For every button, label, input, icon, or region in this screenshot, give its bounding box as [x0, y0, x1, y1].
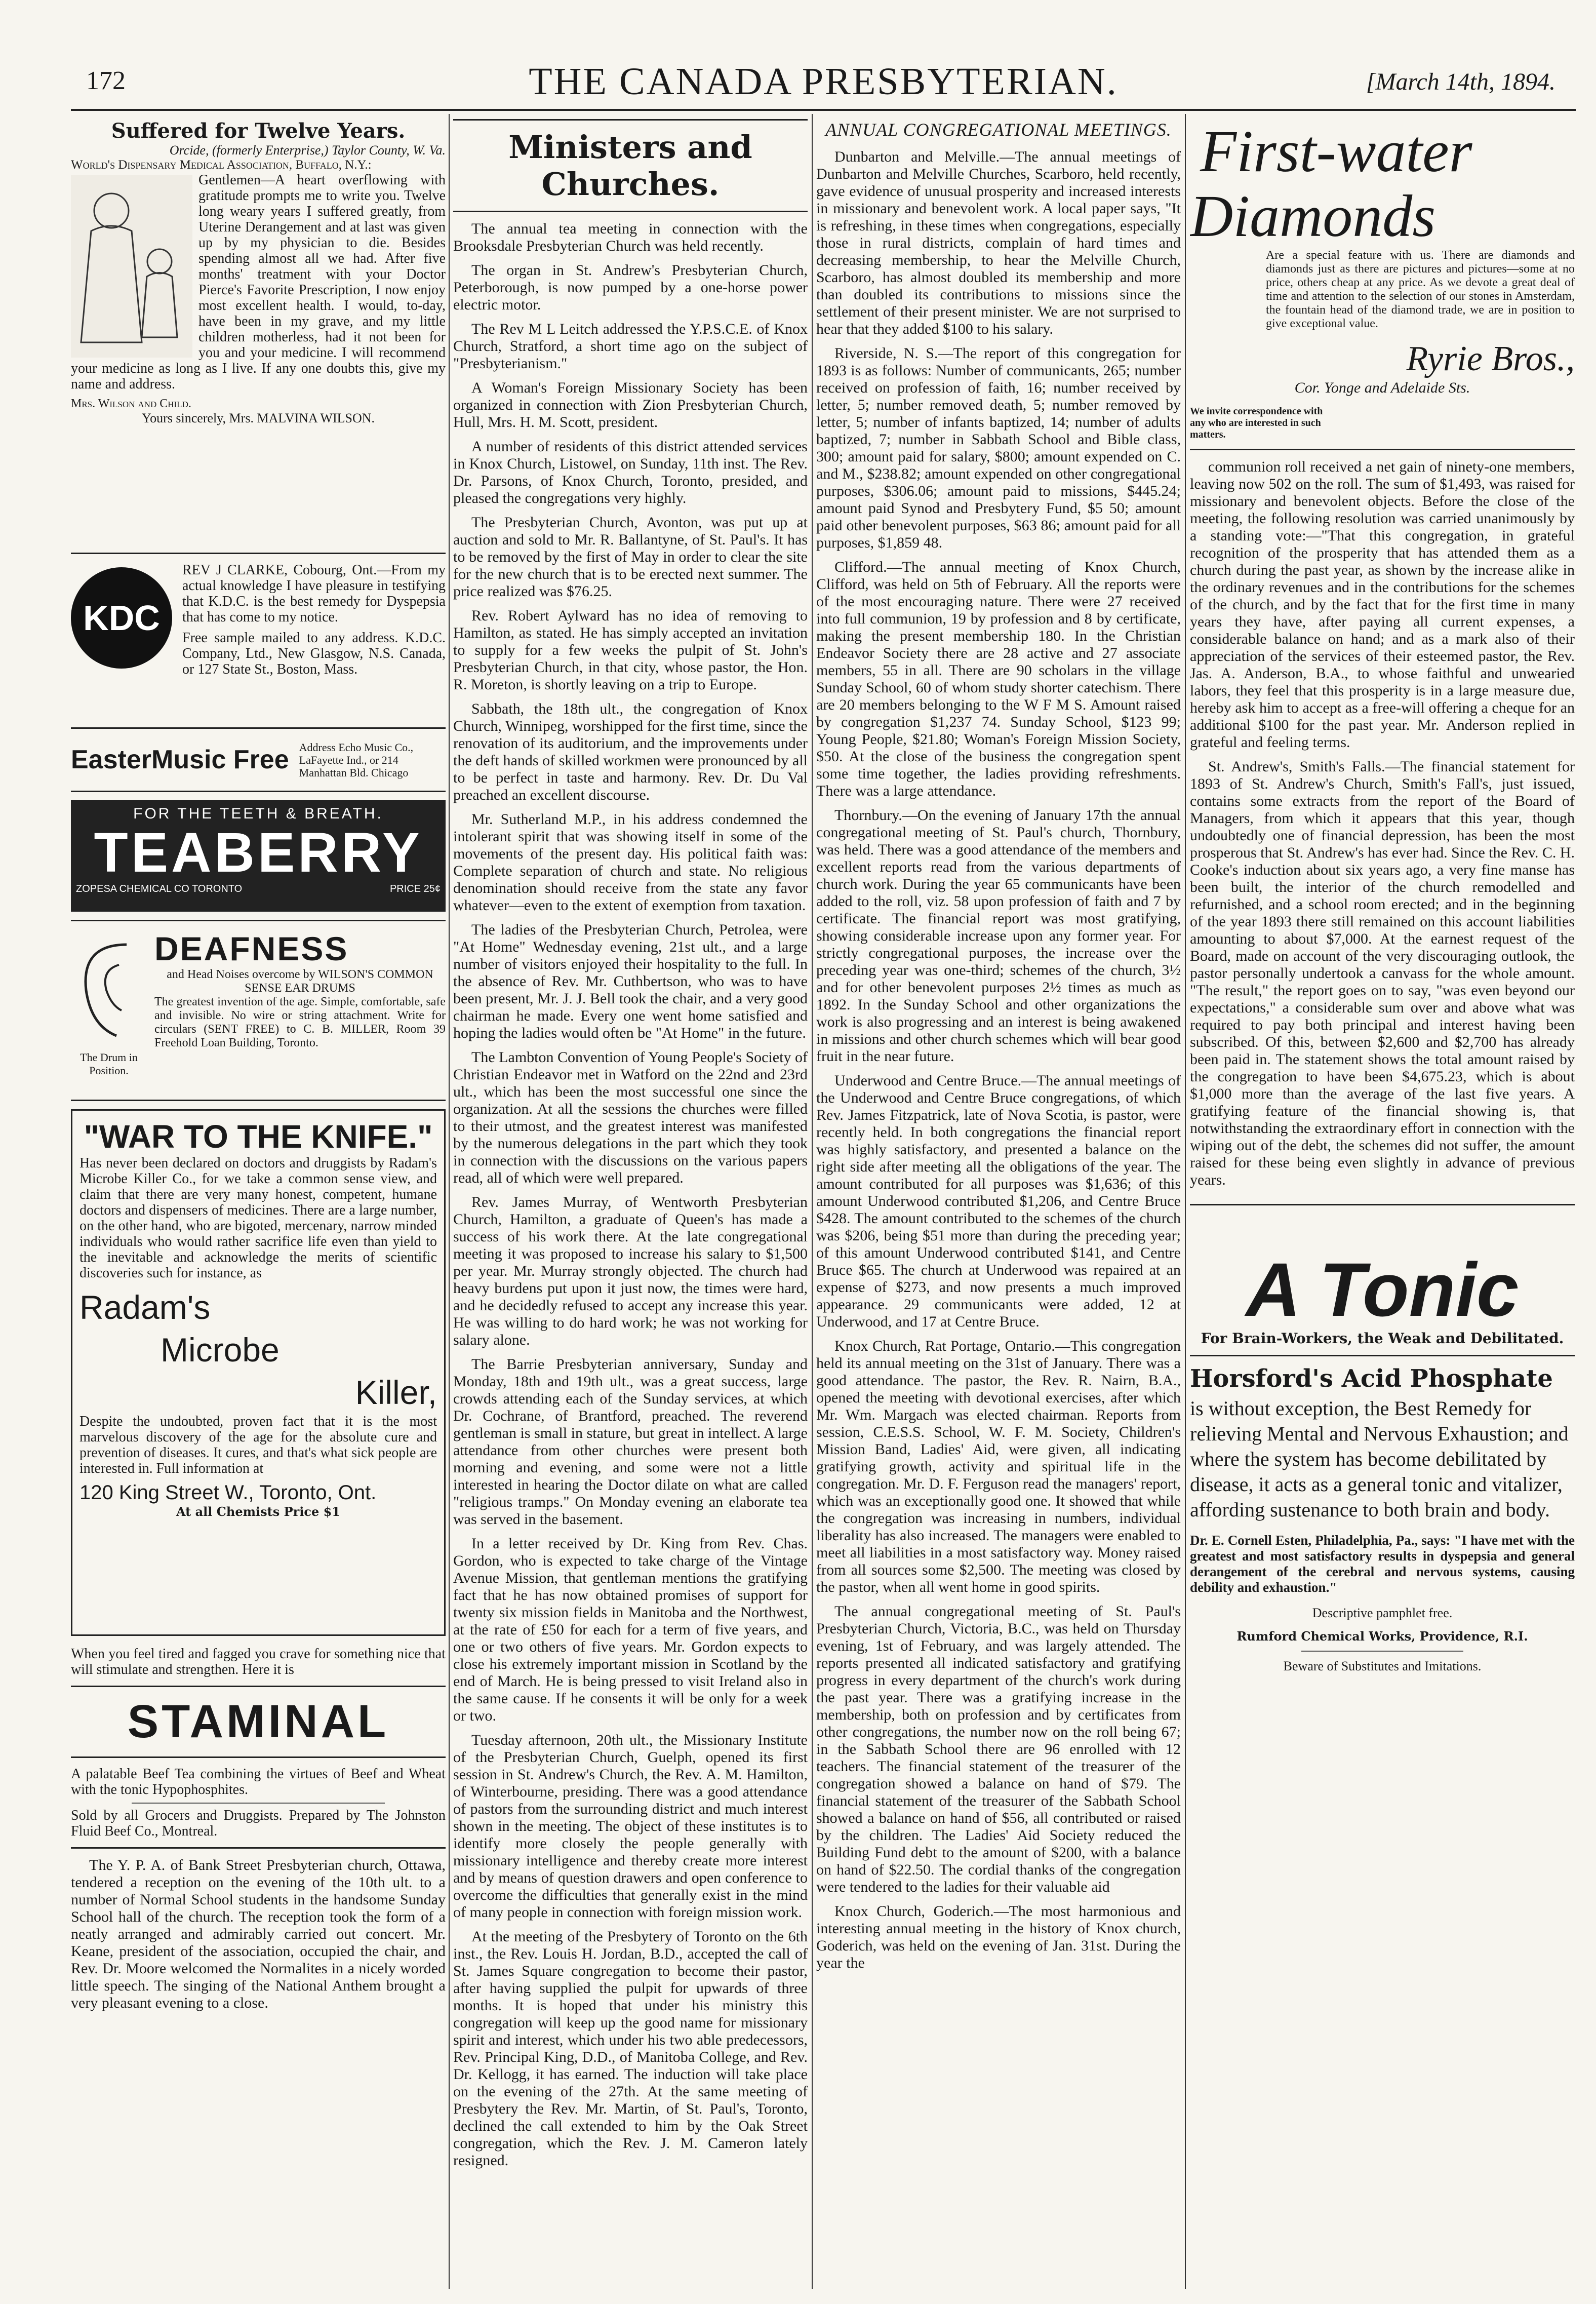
news-paragraph: Mr. Sutherland M.P., in his address condemned the intolerant spirit that was showing itself in some of the movements of the present day. His political faith was: Complete separation of church and state. No religious denomination should receive from the state any favor whatever—even to the extent of exemption from taxation.: [453, 811, 808, 914]
pamphlet-note: Descriptive pamphlet free.: [1312, 1606, 1453, 1620]
kdc-ad: [71, 562, 446, 719]
column-rule-3: [1185, 114, 1186, 2289]
meetings-heading: ANNUAL CONGREGATIONAL MEETINGS.: [825, 120, 1172, 140]
deafness-ad: [71, 929, 446, 1091]
tonic-title: A Tonic: [1246, 1247, 1519, 1332]
divider: [71, 1847, 446, 1849]
teaberry-ad: [71, 800, 446, 912]
deafness-title: DEAFNESS: [154, 930, 349, 967]
divider: [1190, 449, 1575, 450]
staminal-body: A palatable Beef Tea combining the virtues of Beef and Wheat with the tonic Hypophosphites.: [71, 1766, 446, 1798]
divider: [1190, 1204, 1575, 1205]
col4-articles: [1190, 458, 1575, 1189]
deafness-body: The greatest invention of the age. Simple, comfortable, safe and invisible. No wire or string attachment. Write for circulars (SENT FREE) to C. B. MILLER, Room 39 Freehold Loan Building, Toronto.: [154, 995, 446, 1049]
deafness-subtitle: and Head Noises overcome by WILSON'S COMMON SENSE EAR DRUMS: [167, 968, 433, 995]
column-rule-2: [812, 114, 813, 2289]
ministers-articles: [453, 220, 808, 2169]
ear-illustration-icon: [71, 934, 147, 1046]
radam-body-2: Despite the undoubted, proven fact that it is the most marvelous discovery of the age for the absolute cure and prevention of diseases. It cures, and that's what sick people are interested in. Full information at: [79, 1414, 437, 1476]
meeting-report: Knox Church, Rat Portage, Ontario.—This congregation held its annual meeting on the 31st of January. There was a good attendance. The pastor, the Rev. R. Nairn, B.A., opened the meeting with devotional exercises, after which Mr. Wm. Margach was elected chairman. Reports from session, C.E.S.S. School, W. F. M. Society, Children's Mission Band, Ladies' Aid, were given, all indicating gratifying growth, activity and spiritual life in the congregation. Mr. D. F. Ferguson read the managers' report, which was an exceptionally good one. It showed that while the congregation was increasing in numbers, individual liberality has also increased. The managers were enabled to meet all liabilities in a most satisfactory way. Money raised from all sources some $2,500. The meeting was closed by the pastor, when all went home in good spirits.: [816, 1338, 1181, 1595]
meeting-report: Clifford.—The annual meeting of Knox Church, Clifford, was held on 5th of February. All the reports were of the most encouraging nature. There were 27 received into full communion, 19 by profession and 8 by certificate, making the present membership 180. In the Christian Endeavor Society there are 28 active and 27 associate members, 55 in all. There are 90 scholars in the village Sunday School, 60 of whom study shorter catechism. There are 20 members belonging to the W F M S. Amount raised by congregation $1,237 74. Sunday School, $123 99; Young People, $21.80; Woman's Foreign Mission Society, $50. At the close of the business the congregation spent some time together, the ladies providing refreshments. There was a large attendance.: [816, 559, 1181, 799]
news-paragraph: The Lambton Convention of Young People's Society of Christian Endeavor met in Watford on the 22nd and 23rd ult., which has been the most successful one since the organization. At all the sessions the churches were filled to their utmost, and the greatest interest was manifested by the numerous delegations in the part which they took in connection with the discussions on the various papers read, all of which were well prepared.: [453, 1049, 808, 1186]
news-paragraph: St. Andrew's, Smith's Falls.—The financial statement for 1893 of St. Andrew's Church, Smith's Fall's, just issued, contains some extracts from the report of the Board of Managers, from which it appears that this year, though undoubtedly one of financial depression, has been the most prosperous that St. Andrew's has ever had. Since the Rev. C. H. Cooke's induction about six years ago, a very fine manse has been built, the interior of the church remodelled and refurnished, and a school room erected; and in the beginning of the year 1893 there still remained on this account liabilities amounting to about $7,000. At the earnest request of the Board, made on account of the very discouraging outlook, the pastor personally undertook a canvass for the whole amount. "The result," the report goes on to say, "was even beyond our expectations," a considerable sum over and above what was required to pay both principal and interest having been subscribed. Of this, between $2,600 and $2,700 has already been paid in. The statement shows the total amount raised by the congregation to have been $4,675.23, which is about $1,000 more than the average of the last five years. A gratifying feature of the financial showing is, that notwithstanding the extraordinary effort in connection with the wiping out of the debt, the schemes did not suffer, the amount raised for these being even slightly in advance of previous years.: [1190, 758, 1575, 1188]
divider: [71, 920, 446, 921]
ryrie-ad: [1190, 119, 1575, 441]
staminal-intro: When you feel tired and fagged you crave for something nice that will stimulate and strengthen. Here it is: [71, 1646, 446, 1677]
easter-music-ad: [71, 737, 446, 783]
meetings-articles: [816, 148, 1181, 1972]
easter-music-title: EasterMusic Free: [71, 745, 289, 774]
news-paragraph: A number of residents of this district attended services in Knox Church, Listowel, on Sunday, 11th inst. The Rev. Dr. Parsons, of Knox Church, Toronto, presided, and pleased the congregations very highly.: [453, 438, 808, 506]
staminal-ad: [71, 1646, 446, 1839]
issue-date: [March 14th, 1894.: [1366, 68, 1555, 95]
divider: [132, 1803, 385, 1804]
divider: [1190, 1355, 1575, 1356]
news-paragraph: The ladies of the Presbyterian Church, Petrolea, were "At Home" Wednesday evening, 21st ult., and a large number of visitors enjoyed their hospitality to the full. In the absence of Rev. Mr. Cuthbertson, who was to have been present, Mr. J. J. Bell took the chair, and a very good chairman he made. Every one went home satisfied and hoping the ladies would often be "At Home" in the future.: [453, 921, 808, 1041]
tonic-body: is without exception, the Best Remedy for relieving Mental and Nervous Exhaustion; and where the system has become debilitated by disease, it acts as a general tonic and vitalizer, affording sustenance to both brain and body.: [1190, 1397, 1569, 1521]
radam-product-line-1: Radam's: [79, 1288, 211, 1326]
kdc-logo: KDC: [71, 567, 172, 669]
pierce-ad-caption: Mrs. Wilson and Child.: [71, 397, 191, 410]
radam-headline: "WAR TO THE KNIFE.": [84, 1118, 433, 1155]
radam-footer: At all Chemists Price $1: [176, 1504, 341, 1519]
tonic-subtitle: For Brain-Workers, the Weak and Debilitated.: [1201, 1330, 1564, 1347]
column-rule-1: [449, 114, 450, 2289]
header-rule: [71, 109, 1576, 111]
column-3: [816, 119, 1181, 2284]
meeting-report: Knox Church, Goderich.—The most harmonious and interesting annual meeting in the history of Knox church, Goderich, was held on the evening of Jan. 31st. During the year the: [816, 1903, 1181, 1971]
meeting-report: Underwood and Centre Bruce.—The annual meetings of the Underwood and Centre Bruce congregations, of which Rev. James Fitzpatrick, late of Nova Scotia, is pastor, were recently held. In both congregations the financial report was highly satisfactory, and presented a balance on the right side after meeting all the obligations of the year. The amount contributed for all purposes was $1,636; of this amount Underwood contributed $1,206, and Centre Bruce $428. The amount contributed to the schemes of the church was $206, being $51 more than during the preceding year; of this amount Underwood contributed $141, and Centre Bruce $65. The church at Underwood was repaired at an expense of $273, and now presents a much improved appearance. 29 communicants were added, 12 at Underwood, and 17 at Centre Bruce.: [816, 1072, 1181, 1330]
staminal-sold: Sold by all Grocers and Druggists. Prepared by The Johnston Fluid Beef Co., Montreal.: [71, 1808, 446, 1839]
pierce-ad: [71, 119, 446, 544]
news-paragraph: The Barrie Presbyterian anniversary, Sunday and Monday, 18th and 19th ult., was a great success, large crowds attending each of the Sunday services, at which Dr. Cochrane, of Brantford, preached. The reverend gentleman is small in stature, but great in intellect. A large attendance from other churches were present both morning and evening, and some were not a little interested in hearing the Doctor dilate on what are called "religious tramps." On Monday evening an elaborate tea was served in the basement.: [453, 1356, 808, 1528]
teaberry-tagline: FOR THE TEETH & BREATH.: [133, 805, 383, 822]
news-paragraph: In a letter received by Dr. King from Rev. Chas. Gordon, who is expected to take charge of the Vintage Avenue Mission, that gentleman mentions the gratifying fact that he has now obtained promises of support for twenty six mission fields in Manitoba and the Northwest, at the rate of £50 for each for a term of five years, and one or two others of five years. Mr. Gordon expects to close his extremely important mission in Scotland by the end of March. He is being pressed to visit Ireland also in the same cause. If he consents it will be only for a week or two.: [453, 1535, 808, 1724]
ryrie-name: Ryrie Bros.,: [1406, 339, 1575, 378]
divider: [71, 791, 446, 792]
pierce-ad-location: Orcide, (formerly Enterprise,) Taylor County, W. Va.: [169, 143, 446, 158]
divider: [453, 211, 808, 212]
teaberry-maker: ZOPESA CHEMICAL CO TORONTO: [76, 883, 243, 894]
news-paragraph: Sabbath, the 18th ult., the congregation of Knox Church, Winnipeg, worshipped for the first time, since the renovation of its auditorium, and the improvements under the deft hands of skilled workmen were pronounced by all to be perfect in taste and harmony. Rev. Dr. Du Val preached an excellent discourse.: [453, 700, 808, 803]
column-2: [453, 119, 808, 2284]
divider: [71, 1686, 446, 1687]
news-paragraph: At the meeting of the Presbytery of Toronto on the 6th inst., the Rev. Louis H. Jordan, B.D., accepted the call of St. James Square congregation to become their pastor, after having supplied the pulpit for upwards of three months. It is hoped that under his ministry this congregation will keep up the good name for missionary spirit and interest, which under his two able predecessors, Rev. Principal King, D.D., of Manitoba College, and Rev. Dr. Kellogg, it has earned. The induction will take place on the evening of the 27th. At the same meeting of Presbytery the Rev. Mr. Martin, of St. Paul's, Toronto, declined the call extended to him by the Oak Street congregation, which the Rev. J. M. Cameron lately resigned.: [453, 1928, 808, 2169]
deafness-caption: The Drum in Position.: [80, 1051, 138, 1077]
pierce-ad-title: Suffered for Twelve Years.: [111, 119, 406, 143]
meeting-report: Riverside, N. S.—The report of this congregation for 1893 is as follows: Number of communicants, 265; number received on profession of faith, 16; number received by letter, 5; number removed death, 5; number removed by letter, 5; number of infants baptized, 14; number of adults baptized, 7; number in Sabbath School and Bible class, 300; amount paid for salary, $800; amount expended on C. and M., $238.82; amount expended on other congregational purposes, $306.06; amount paid to missions, $445.24; amount paid Synod and Presbytery Fund, $5 50; amount paid other benevolent purposes, $63 86; amount paid for all purposes, $1,859 48.: [816, 345, 1181, 551]
divider: [1301, 1651, 1463, 1652]
news-paragraph: The Presbyterian Church, Avonton, was put up at auction and sold to Mr. R. Ballantyne, of St. Paul's. It has to be removed by the first of May in order to clear the site for the new church that is to be erected next summer. The price realized was $76.25.: [453, 514, 808, 600]
news-paragraph: Rev. Robert Aylward has no idea of removing to Hamilton, as stated. He has simply accepted an invitation to supply for a few weeks the pulpit of St. John's Presbyterian Church, in that city, whose pastor, the Hon. R. Moreton, is shortly leaving on a trip to Europe.: [453, 607, 808, 693]
bank-street-article: The Y. P. A. of Bank Street Presbyterian church, Ottawa, tendered a reception on the evening of the 10th ult. to a number of Normal School students in the handsome Sunday School hall of the church. The reception took the form of a neatly arranged and admirably carried out concert. Mr. Keane, president of the association, occupied the chair, and Rev. Dr. Moore welcomed the Normalites in a nicely worded little speech. The singing of the National Anthem brought a very pleasant evening to a close.: [71, 1857, 446, 2011]
divider: [71, 727, 446, 729]
divider: [71, 1100, 446, 1101]
diamonds-body: Are a special feature with us. There are diamonds and diamonds just as there are pictures and pictures—some at no price, others cheap at any price. As we devote a great deal of time and attention to the selection of our stones in Amsterdam, the fountain head of the diamond trade, we are in position to give exceptional value.: [1266, 249, 1575, 330]
easter-music-address: Address Echo Music Co., LaFayette Ind., or 214 Manhattan Bld. Chicago: [299, 740, 414, 779]
teaberry-price: PRICE 25¢: [389, 883, 441, 894]
rumford-name: Rumford Chemical Works, Providence, R.I.: [1236, 1629, 1528, 1644]
horsford-ad: [1190, 1214, 1575, 1674]
column-4: [1190, 119, 1575, 2284]
divider: [71, 553, 446, 554]
news-paragraph: The annual tea meeting in connection with the Brooksdale Presbyterian Church was held recently.: [453, 220, 808, 254]
newspaper-title: THE CANADA PRESBYTERIAN.: [529, 60, 1118, 103]
ministers-heading: Ministers and Churches.: [508, 129, 752, 203]
diamonds-title-1: First-water: [1200, 119, 1472, 184]
horsford-name: Horsford's Acid Phosphate: [1190, 1364, 1553, 1393]
radam-ad: [71, 1109, 446, 1636]
meeting-report: Thornbury.—On the evening of January 17th the annual congregational meeting of St. Paul's church, Thornbury, was held. There was a good attendance of the members and excellent reports read from the various departments of church work. During the year 65 communicants have been added to the roll, viz. 58 upon profession of faith and 7 by certificate. The financial report was most gratifying, showing considerable increase upon any former year. For strictly congregational purposes, the increase over the preceding year was one-third; schemes of the church, 3½ and for other benevolent purposes 2½ times as much as 1892. In the Sunday School and other organizations the work is also progressing and an interest is being awakened in missions and other church schemes which will bear good fruit in the near future.: [816, 807, 1181, 1065]
radam-product-line-3: Killer,: [355, 1374, 437, 1411]
page-header: [71, 56, 1576, 106]
pierce-ad-addressee: World's Dispensary Medical Association, Buffalo, N.Y.:: [71, 158, 372, 172]
staminal-title: STAMINAL: [127, 1696, 389, 1747]
news-paragraph: Rev. James Murray, of Wentworth Presbyterian Church, Hamilton, a graduate of Queen's has made a success of his work there. At the late congregational meeting it was proposed to increase his salary to $1,500 per year. Mr. Murray strongly objected. The church had heavy burdens put upon it just now, the times were hard, and he decidedly refused to accept any increase this year. He was willing to do hard work; he was not working for salary alone.: [453, 1194, 808, 1348]
radam-body: Has never been declared on doctors and druggists by Radam's Microbe Killer Co., for we take a common sense view, and claim that there are very many honest, competent, humane doctors and dispensers of medicines. There are a large number, on the other hand, who are bigoted, mercenary, narrow minded individuals who would rather sacrifice life even than yield to the inevitable and acknowledge the merits of scientific discoveries such for instance, as: [79, 1155, 437, 1281]
ryrie-note: We invite correspondence with any who are interested in such matters.: [1190, 406, 1323, 440]
news-paragraph: communion roll received a net gain of ninety-one members, leaving now 502 on the roll. The sum of $1,493, was raised for missionary and benevolent objects. Before the close of the meeting, the following resolution was carried unanimously by a standing vote:—"That this congregation, in grateful recognition of the prosperity that has attended them as a church during the past year, as shown by the increase alike in the ordinary revenues and in the contributions for the schemes of the church, and by the fact that for the first time in many years they have, after paying all current expenses, a considerable balance on hand; and as a mark also of their appreciation of the services of their esteemed pastor, the Rev. Jas. A. Anderson, B.A., to whose faithful and unwearied labors, they feel that this prosperity is in a large measure due, hereby ask him to accept as a free-will offering a cheque for an additional $100 for the past year. Mr. Anderson replied in grateful and feeling terms.: [1190, 458, 1575, 751]
meeting-report: Dunbarton and Melville.—The annual meetings of Dunbarton and Melville Churches, Scarboro, held recently, gave evidence of unusual prosperity and increased interests in missionary and benevolent work. A local paper says, "It is refreshing, in these times when congregations, especially those in rural districts, complain of hard times and decreasing membership, to hear the Melville Church, Scarboro, has almost doubled its membership and more than doubled its contributions to missions since the settlement of their present minister. We are not surprised to hear that they added $100 to his salary.: [816, 148, 1181, 337]
meeting-report: The annual congregational meeting of St. Paul's Presbyterian Church, Victoria, B.C., was held on Thursday evening, 1st of February, and was largely attended. The reports presented all indicated satisfactory and gratifying progress in every department of the church's work during the past year. There was a gratifying increase in the membership, both on profession and by certificates from other congregations, the number now on the roll being 67; in the Sabbath School there are 96 enrolled with 12 teachers. The financial statement of the treasurer of the congregation showed a balance on hand of $79. The financial statement of the treasurer of the Sabbath School showed a balance on hand of $56, all contributed or raised by the children. The Ladies' Aid Society reduced the Building Fund debt to the amount of $200, with a balance on hand of $22.50. The cordial thanks of the congregation were tendered to the ladies for their valuable aid: [816, 1603, 1181, 1895]
pierce-ad-signature: Yours sincerely, Mrs. MALVINA WILSON.: [141, 411, 375, 425]
radam-address: 120 King Street W., Toronto, Ont.: [79, 1481, 377, 1504]
divider: [71, 1756, 446, 1758]
radam-product-line-2: Microbe: [161, 1331, 280, 1369]
beware-note: Beware of Substitutes and Imitations.: [1283, 1659, 1482, 1673]
diamonds-title-2: Diamonds: [1190, 183, 1436, 249]
kdc-testimonial: REV J CLARKE, Cobourg, Ont.—From my actual knowledge I have pleasure in testifying that K.D.C. is the best remedy for Dyspepsia that has come to my notice.: [182, 562, 446, 625]
mother-child-illustration-icon: [71, 175, 192, 358]
news-paragraph: The Rev M L Leitch addressed the Y.P.S.C.E. of Knox Church, Stratford, a short time ago on the subject of "Presbyterianism.": [453, 321, 808, 372]
news-paragraph: A Woman's Foreign Missionary Society has been organized in connection with Zion Presbyterian Church, Hull, Mrs. H. M. Scott, president.: [453, 379, 808, 431]
divider: [453, 119, 808, 121]
tonic-quote: Dr. E. Cornell Esten, Philadelphia, Pa., says: "I have met with the greatest and most satisfactory results in dyspepsia and general derangement of the cerebral and nervous systems, causing debility and exhaustion.": [1190, 1533, 1575, 1595]
page-number: 172: [86, 66, 126, 95]
news-paragraph: The organ in St. Andrew's Presbyterian Church, Peterborough, is now pumped by a one-horse power electric motor.: [453, 262, 808, 313]
pierce-ad-body: Gentlemen—A heart overflowing with gratitude prompts me to write you. Twelve long weary years I suffered greatly, from Uterine Derangement and at last was given up by my physician to die. Besides spending almost all we had. After five months' treatment with your Doctor Pierce's Favorite Prescription, I now enjoy most excellent health. I would, to-day, have been in my grave, and my little children motherless, had it not been for you and your medicine. I will recommend your medicine as long as I live. If any one doubts this, give my name and address.: [71, 172, 446, 392]
kdc-sample-offer: Free sample mailed to any address. K.D.C. Company, Ltd., New Glasgow, N.S. Canada, or 127 State St., Boston, Mass.: [182, 630, 446, 677]
news-paragraph: Tuesday afternoon, 20th ult., the Missionary Institute of the Presbyterian Church, Guelph, opened its first session in St. Andrew's Church, the Rev. A. M. Hamilton, of Winterbourne, presiding. There was a good attendance of pastors from the surrounding district and much interest shown in the meeting. The object of these institutes is to identify more closely the people generally with missionary intelligence and thereby create more interest and by means of question drawers and open conference to overcome the difficulties that generally exist in the mind of many people in connection with foreign mission work.: [453, 1732, 808, 1921]
ryrie-address: Cor. Yonge and Adelaide Sts.: [1294, 379, 1470, 396]
column-1: [71, 119, 446, 2284]
teaberry-name: TEABERRY: [94, 822, 423, 884]
